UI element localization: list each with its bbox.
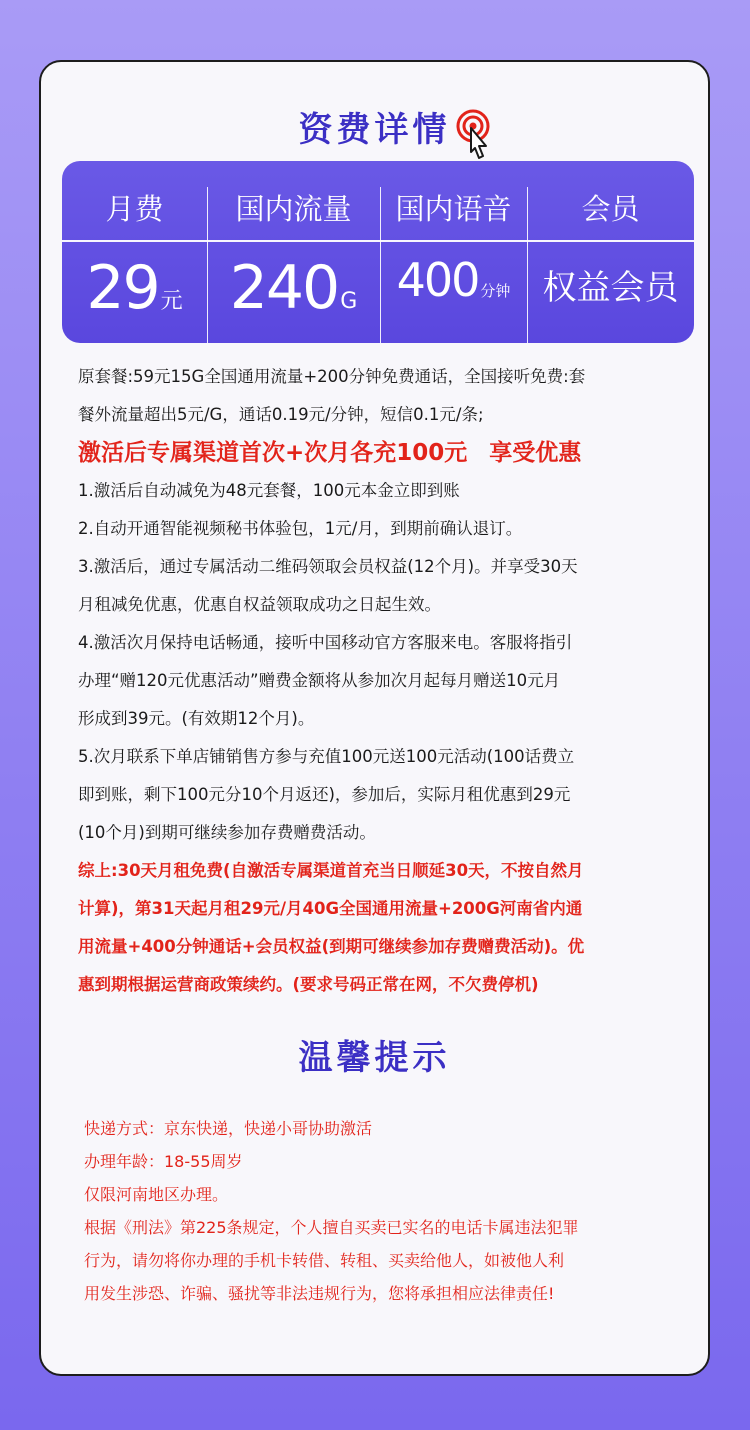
data-number: 240 xyxy=(229,253,339,323)
member-value xyxy=(527,253,694,323)
promo-right: 享受优惠 xyxy=(489,440,582,466)
promo-left: 激活后专属渠道首次+次月各充100元 xyxy=(78,440,468,466)
page-title: 资费详情 xyxy=(298,110,451,150)
monthly-fee-number: 29 xyxy=(86,253,159,323)
plan-detail-card xyxy=(39,60,710,1376)
summary xyxy=(78,852,683,1004)
header-monthly-fee: 月费 xyxy=(105,192,164,226)
original-plan-line: 餐外流量超出5元/G，通话0.19元/分钟，短信0.1元/条; xyxy=(78,405,484,424)
rules-list xyxy=(78,472,688,852)
original-plan xyxy=(78,358,688,434)
tip-line: 快递方式：京东快递，快递小哥协助激活 xyxy=(84,1119,373,1138)
original-plan-line: 原套餐:59元15G全国通用流量+200分钟免费通话，全国接听免费:套 xyxy=(78,367,586,386)
voice-value xyxy=(380,253,527,323)
monthly-fee-value xyxy=(62,253,207,323)
table-divider xyxy=(62,240,694,242)
rule-line: 4.激活次月保持电话畅通，接听中国移动官方客服来电。客服将指引 xyxy=(78,633,573,652)
member-text: 权益会员 xyxy=(542,268,679,308)
rule-line: (10个月)到期可继续参加存费赠费活动。 xyxy=(78,823,376,842)
tip-line: 用发生涉恐、诈骗、骚扰等非法违规行为，您将承担相应法律责任! xyxy=(84,1284,555,1303)
pointer-click-icon xyxy=(455,108,499,168)
data-unit: G xyxy=(340,289,358,314)
data-value xyxy=(207,253,380,323)
rule-line: 5.次月联系下单店铺销售方参与充值100元送100元活动(100话费立 xyxy=(78,747,575,766)
tip-line: 仅限河南地区办理。 xyxy=(84,1185,229,1204)
header-data: 国内流量 xyxy=(235,192,352,226)
rule-line: 2.自动开通智能视频秘书体验包，1元/月，到期前确认退订。 xyxy=(78,519,523,538)
tip-line: 行为，请勿将你办理的手机卡转借、转租、买卖给他人，如被他人利 xyxy=(84,1251,565,1270)
tips-title: 温馨提示 xyxy=(298,1038,451,1078)
tip-line: 根据《刑法》第225条规定，个人擅自买卖已实名的电话卡属违法犯罪 xyxy=(84,1218,579,1237)
header-member: 会员 xyxy=(581,192,640,226)
monthly-fee-unit: 元 xyxy=(160,289,183,314)
rule-line: 3.激活后，通过专属活动二维码领取会员权益(12个月)。并享受30天 xyxy=(78,557,578,576)
summary-line: 综上:30天月租免费(自激活专属渠道首充当日顺延30天，不按自然月 xyxy=(78,861,584,880)
tips-list xyxy=(84,1112,684,1310)
promo-headline xyxy=(78,434,581,467)
voice-unit: 分钟 xyxy=(480,282,511,300)
rule-line: 即到账，剩下100元分10个月返还)，参加后，实际月租优惠到29元 xyxy=(78,785,571,804)
rule-line: 月租减免优惠，优惠自权益领取成功之日起生效。 xyxy=(78,595,441,614)
fee-table xyxy=(62,161,694,343)
rule-line: 形成到39元。(有效期12个月)。 xyxy=(78,709,315,728)
tip-line: 办理年龄：18-55周岁 xyxy=(84,1152,243,1171)
summary-line: 惠到期根据运营商政策续约。(要求号码正常在网，不欠费停机) xyxy=(78,975,539,994)
rule-line: 1.激活后自动减免为48元套餐，100元本金立即到账 xyxy=(78,481,460,500)
rule-line: 办理“赠120元优惠活动”赠费金额将从参加次月起每月赠送10元月 xyxy=(78,671,561,690)
voice-number: 400 xyxy=(396,253,479,307)
summary-line: 计算)，第31天起月租29元/月40G全国通用流量+200G河南省内通 xyxy=(78,899,583,918)
header-voice: 国内语音 xyxy=(395,192,512,226)
summary-line: 用流量+400分钟通话+会员权益(到期可继续参加存费赠费活动)。优 xyxy=(78,937,585,956)
